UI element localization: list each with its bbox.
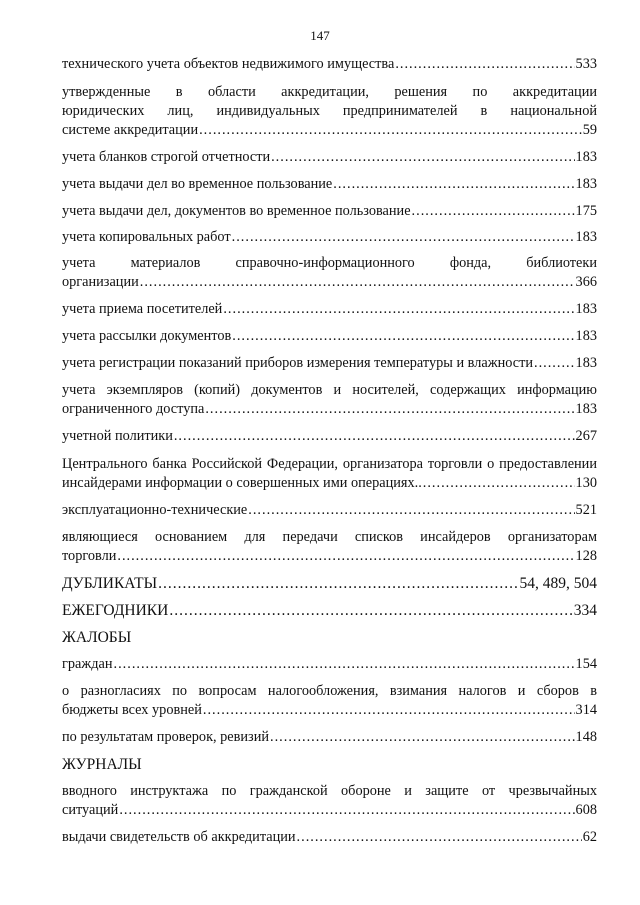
dot-leader bbox=[423, 474, 575, 493]
entry-text: учета рассылки документов bbox=[62, 328, 232, 344]
page-ref: 54, 489, 504 bbox=[519, 575, 597, 592]
page-ref: 334 bbox=[573, 602, 597, 619]
index-entry bbox=[62, 327, 597, 346]
entry-line bbox=[62, 102, 597, 121]
entry-text: бюджеты всех уровней bbox=[62, 702, 202, 718]
page-ref: 183 bbox=[575, 328, 597, 344]
entry-line-leader bbox=[62, 828, 597, 847]
index-entry bbox=[62, 528, 597, 566]
page-ref: 183 bbox=[575, 229, 597, 245]
entry-text: учета бланков строгой отчетности bbox=[62, 149, 271, 165]
entry-line-leader bbox=[62, 801, 597, 820]
entry-line-leader bbox=[62, 327, 597, 346]
entry-line-leader bbox=[62, 655, 597, 674]
index-entry bbox=[62, 682, 597, 720]
entry-text: торговли bbox=[62, 548, 117, 564]
entry-line-leader bbox=[62, 427, 597, 446]
entry-line-leader bbox=[62, 400, 597, 419]
index-entry bbox=[62, 354, 597, 373]
entry-text: ситуаций bbox=[62, 802, 119, 818]
dot-leader bbox=[297, 828, 582, 847]
page-ref: 183 bbox=[575, 401, 597, 417]
page-ref: 148 bbox=[575, 729, 597, 745]
dot-leader bbox=[333, 175, 574, 194]
entry-text: ДУБЛИКАТЫ bbox=[62, 575, 158, 592]
entry-line-leader bbox=[62, 148, 597, 167]
entry-line-leader bbox=[62, 701, 597, 720]
entry-text: учета выдачи дел, документов во временное пользование bbox=[62, 203, 411, 219]
page-ref: 130 bbox=[575, 475, 597, 491]
entry-text: Центрального банка Российской Федерации, организатора торговли о предоставлении bbox=[62, 456, 597, 472]
entry-text: утвержденные в области аккредитации, решения по аккредитации bbox=[62, 84, 597, 100]
dot-leader bbox=[223, 300, 574, 319]
entry-line bbox=[62, 528, 597, 547]
dot-leader bbox=[271, 148, 574, 167]
dot-leader bbox=[270, 728, 575, 747]
entry-line-leader bbox=[62, 501, 597, 520]
entry-text: являющиеся основанием для передачи списков инсайдеров организаторам bbox=[62, 529, 597, 545]
entry-line-leader bbox=[62, 273, 597, 292]
entry-line-leader bbox=[62, 175, 597, 194]
entry-line-leader bbox=[62, 55, 597, 74]
page-ref: 366 bbox=[575, 274, 597, 290]
dot-leader bbox=[117, 547, 574, 566]
dot-leader bbox=[199, 121, 582, 140]
dot-leader bbox=[534, 354, 575, 373]
dot-leader bbox=[169, 601, 572, 620]
index-heading: ЖАЛОБЫ bbox=[62, 629, 132, 646]
index-entry bbox=[62, 148, 597, 167]
entry-text: учетной политики bbox=[62, 428, 173, 444]
dot-leader bbox=[395, 55, 574, 74]
index-entry bbox=[62, 175, 597, 194]
entry-text: учета материалов справочно-информационного фонда, библиотеки bbox=[62, 255, 597, 271]
entry-line-leader bbox=[62, 601, 597, 620]
page-ref: 267 bbox=[575, 428, 597, 444]
entry-text: вводного инструктажа по гражданской обороне и защите от чрезвычайных bbox=[62, 783, 597, 799]
dot-leader bbox=[232, 327, 574, 346]
dot-leader bbox=[174, 427, 575, 446]
entry-line-leader bbox=[62, 354, 597, 373]
index-entry bbox=[62, 202, 597, 221]
entry-text: учета копировальных работ bbox=[62, 229, 231, 245]
entry-text: системе аккредитации bbox=[62, 122, 199, 138]
index-entry bbox=[62, 601, 597, 620]
entry-line bbox=[62, 254, 597, 273]
dot-leader bbox=[119, 801, 574, 820]
dot-leader bbox=[248, 501, 574, 520]
entry-line-leader bbox=[62, 728, 597, 747]
index-entry bbox=[62, 83, 597, 140]
entry-text: учета регистрации показаний приборов измерения температуры и влажности bbox=[62, 355, 533, 371]
entry-line-leader bbox=[62, 121, 597, 140]
entry-text: инсайдерами информации о совершенных ими операциях.. bbox=[62, 475, 422, 491]
entry-line bbox=[62, 782, 597, 801]
page-ref: 175 bbox=[575, 203, 597, 219]
entry-text: эксплуатационно-технические bbox=[62, 502, 248, 518]
index-entry bbox=[62, 728, 597, 747]
index-entry bbox=[62, 55, 597, 74]
entry-text: ограниченного доступа bbox=[62, 401, 205, 417]
page-ref: 62 bbox=[582, 829, 597, 845]
dot-leader bbox=[232, 228, 575, 247]
entry-line-leader bbox=[62, 300, 597, 319]
entry-text: граждан bbox=[62, 656, 113, 672]
index-entry bbox=[62, 300, 597, 319]
entry-text: организации bbox=[62, 274, 139, 290]
entry-text: выдачи свидетельств об аккредитации bbox=[62, 829, 296, 845]
page-ref: 128 bbox=[575, 548, 597, 564]
entry-line bbox=[62, 83, 597, 102]
dot-leader bbox=[114, 655, 575, 674]
subject-index bbox=[62, 55, 597, 847]
index-entry bbox=[62, 828, 597, 847]
index-entry bbox=[62, 782, 597, 820]
page-ref: 183 bbox=[575, 149, 597, 165]
entry-line-leader bbox=[62, 202, 597, 221]
index-entry bbox=[62, 427, 597, 446]
entry-text: юридических лиц, индивидуальных предпринимателей в национальной bbox=[62, 103, 597, 119]
index-heading: ЖУРНАЛЫ bbox=[62, 756, 142, 773]
entry-line bbox=[62, 381, 597, 400]
index-entry bbox=[62, 254, 597, 292]
page-ref: 183 bbox=[575, 301, 597, 317]
index-entry bbox=[62, 381, 597, 419]
entry-text: учета выдачи дел во временное пользование bbox=[62, 176, 333, 192]
page-ref: 533 bbox=[575, 56, 597, 72]
entry-text: ЕЖЕГОДНИКИ bbox=[62, 602, 169, 619]
entry-text: по результатам проверок, ревизий bbox=[62, 729, 270, 745]
entry-line bbox=[62, 682, 597, 701]
page-ref: 59 bbox=[582, 122, 597, 138]
index-entry bbox=[62, 574, 597, 593]
entry-text: о разногласиях по вопросам налогообложения, взимания налогов и сборов в bbox=[62, 683, 597, 699]
dot-leader bbox=[205, 400, 574, 419]
index-entry bbox=[62, 501, 597, 520]
index-entry bbox=[62, 655, 597, 674]
entry-text: учета приема посетителей bbox=[62, 301, 223, 317]
entry-line-leader bbox=[62, 547, 597, 566]
entry-line bbox=[62, 455, 597, 474]
page-ref: 314 bbox=[575, 702, 597, 718]
entry-line-leader bbox=[62, 228, 597, 247]
index-entry bbox=[62, 455, 597, 493]
page-ref: 154 bbox=[575, 656, 597, 672]
dot-leader bbox=[412, 202, 575, 221]
entry-text: учета экземпляров (копий) документов и носителей, содержащих информацию bbox=[62, 382, 597, 398]
entry-text: технического учета объектов недвижимого имущества bbox=[62, 56, 395, 72]
page-ref: 608 bbox=[575, 802, 597, 818]
entry-line-leader bbox=[62, 574, 597, 593]
index-entry bbox=[62, 228, 597, 247]
page-ref: 183 bbox=[575, 355, 597, 371]
dot-leader bbox=[140, 273, 575, 292]
page-ref: 521 bbox=[575, 502, 597, 518]
page-ref: 183 bbox=[575, 176, 597, 192]
dot-leader bbox=[203, 701, 575, 720]
page-number: 147 bbox=[310, 28, 330, 43]
dot-leader bbox=[158, 574, 518, 593]
entry-line-leader bbox=[62, 474, 597, 493]
